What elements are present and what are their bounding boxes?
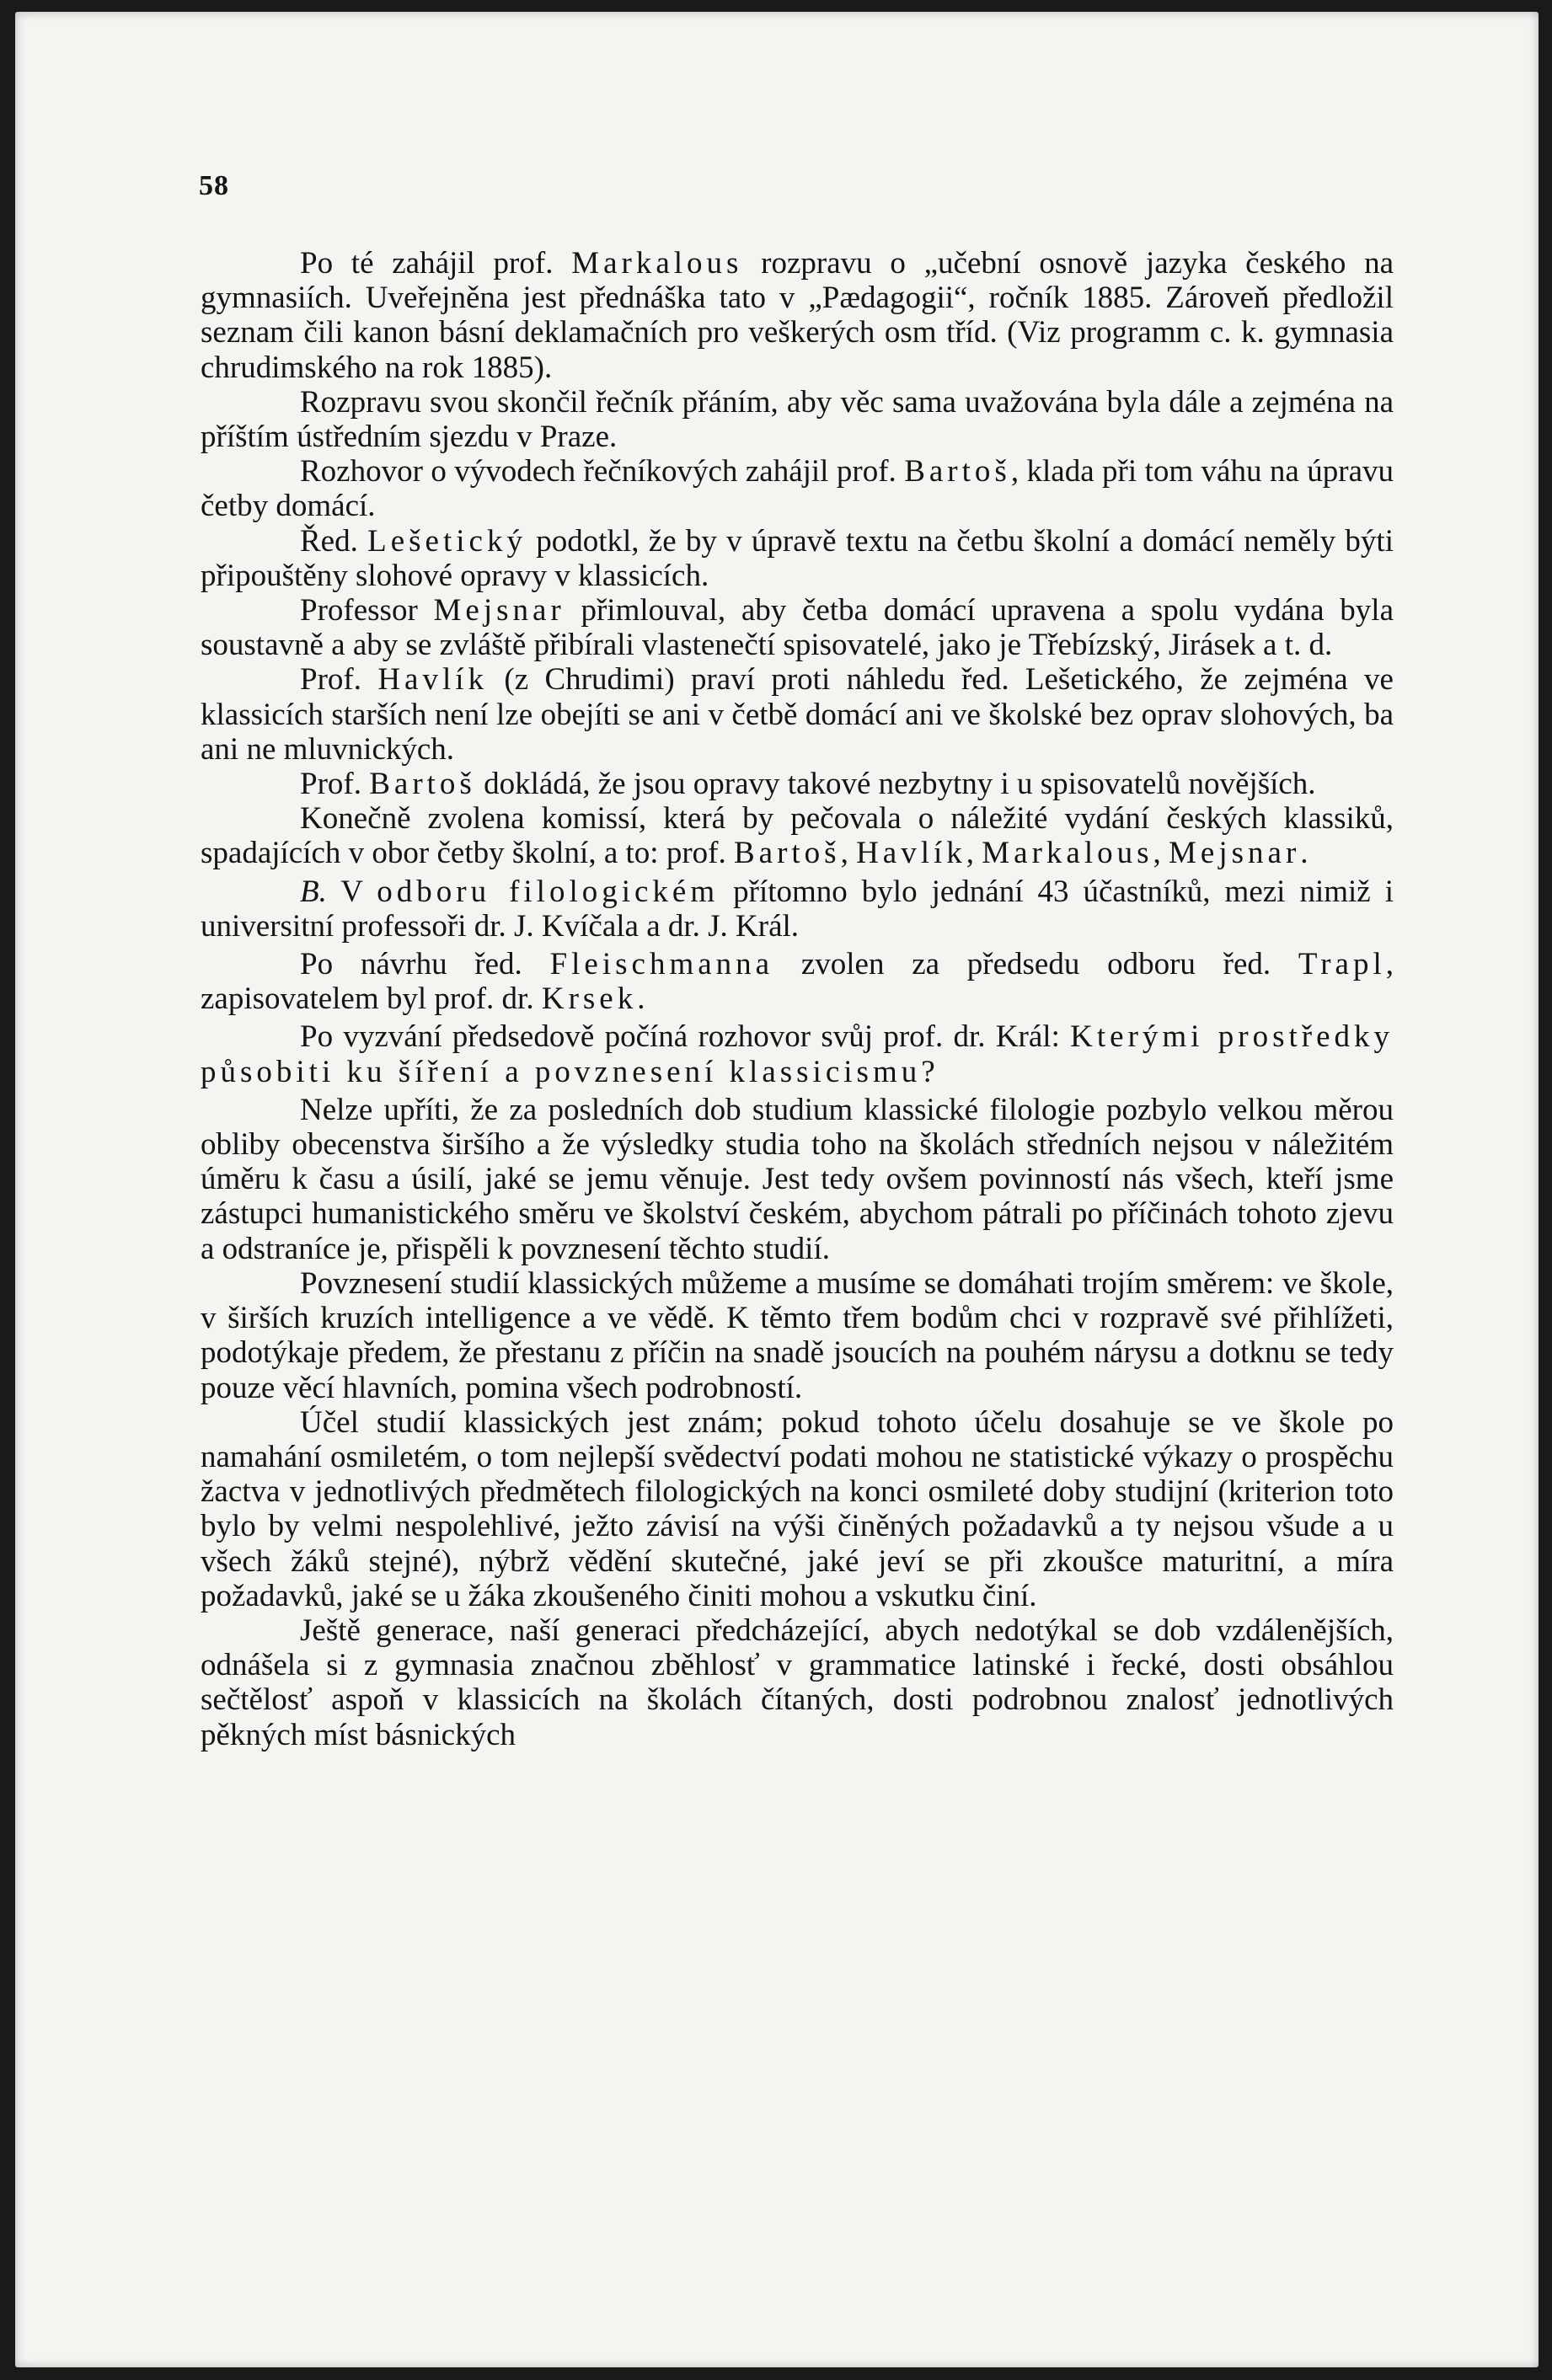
paragraph: [201, 801, 1394, 870]
spaced-name: Markalous: [571, 246, 743, 281]
spaced-name: odboru filologickém: [377, 874, 720, 909]
text-run: zvolen za předsedu odboru řed.: [773, 947, 1298, 982]
text-run: V: [326, 874, 377, 909]
text-run: podotkl, že by v úpravě textu na četbu školní a domácí neměly býti připouštěny slohové opravy v klassicích.: [201, 523, 1394, 593]
text-run: ,: [1153, 836, 1169, 871]
spaced-name: Markalous: [982, 836, 1153, 871]
paragraph: [201, 1405, 1394, 1613]
text-run: Konečně zvolena komissí, která by pečovala o náležité vydání českých klassiků, spadajících v obor četby školní, a to: prof.: [201, 801, 1394, 871]
text-run: Rozhovor o vývodech řečníkových zahájil prof.: [300, 454, 905, 489]
text-run: Po vyzvání předsedově počíná rozhovor svůj prof. dr. Král:: [300, 1019, 1071, 1055]
text-run: .: [1300, 836, 1308, 871]
paragraph: [201, 593, 1394, 662]
text-run: dokládá, že jsou opravy takové nezbytny i u spisovatelů novějších.: [475, 767, 1316, 802]
paragraph: [201, 874, 1394, 944]
text-run: rozpravu o „učební osnově jazyka českého na gymnasiích. Uveřejněna jest přednáška tato v „Pædagogii“, ročník 1885. Zároveň předložil seznam čili kanon básní deklamačních pro veškerých osm tříd. (Viz programm c. k. gymnasia chrudimského na rok 1885).: [201, 246, 1394, 385]
text-run: přítomno bylo jednání 43 účastníků, mezi nimiž i universitní professoři dr. J. Kvíčala a dr. J. Král.: [201, 874, 1394, 944]
text-run: , klada při tom váhu na úpravu četby domácí.: [201, 454, 1394, 524]
spaced-name: Bartoš: [369, 767, 476, 802]
paragraph: [201, 767, 1394, 801]
text-run: ,: [966, 836, 982, 871]
spaced-name: Havlík: [377, 662, 489, 698]
text-run: , zapisovatelem byl prof. dr.: [201, 947, 1394, 1017]
paragraph: [201, 662, 1394, 767]
paragraph: [201, 1019, 1394, 1088]
paragraph: [201, 454, 1394, 523]
text-run: Povznesení studií klassických můžeme a musíme se domáhati trojím směrem: ve škole, v širších kruzích intelligence a ve vědě. K těmto třem bodům chci v rozpravě své přihlížeti, podotýkaje předem, že přestanu z příčin na snadě jsoucích na pouhém nárysu a dotknu se tedy pouze věcí hlavních, pomina všech podrobností.: [201, 1265, 1394, 1405]
spaced-name: Kterými prostředky působiti ku šíření a povznesení klassicismu?: [201, 1019, 1394, 1089]
spaced-name: Bartoš: [733, 836, 841, 871]
text-run: Po návrhu řed.: [300, 947, 550, 982]
text-run: Nelze upříti, že za posledních dob studium klassické filologie pozbylo velkou měrou obliby obecenstva širšího a že výsledky studia toho na školách středních nejsou v náležitém úměru k času a úsilí, jaké se jemu věnuje. Jest tedy ovšem povinností nás všech, kteří jsme zástupci humanistického směru ve školství českém, abychom pátrali po příčinách tohoto zjevu a odstraníce je, přispěli k povznesení těchto studií.: [201, 1092, 1394, 1266]
spaced-name: Mejsnar: [433, 593, 565, 628]
text-run: ,: [840, 836, 857, 871]
text-run: Po té zahájil prof.: [300, 246, 572, 281]
body-text: [201, 246, 1394, 1752]
text-run: Rozpravu svou skončil řečník přáním, aby věc sama uvažována byla dále a zejména na příštím ústředním sjezdu v Praze.: [201, 384, 1394, 455]
page-number: 58: [199, 170, 229, 201]
text-run: Účel studií klassických jest znám; pokud tohoto účelu dosahuje se ve škole po namahání osmiletém, o tom nejlepší svědectví podati mohou ne statistické výkazy o prospěchu žactva v jednotlivých předmětech filologických na konci osmileté doby studijní (kriterion toto bylo by velmi nespolehlivé, ježto závisí na výši činěných požadavků a ty nejsou všude a u všech žáků stejné), nýbrž vědění skutečné, jaké jeví se při zkoušce maturitní, a míra požadavků, jaké se u žáka zkoušeného činiti mohou a vskutku činí.: [201, 1404, 1394, 1613]
text-run: (z Chrudimi) praví proti náhledu řed. Lešetického, že zejména ve klassicích starších není lze obejíti se ani v četbě domácí ani ve školské bez oprav slohových, ba ani ne mluvnických.: [201, 662, 1394, 767]
book-page: [15, 12, 1539, 2367]
text-run: Ještě generace, naší generaci předcházející, abych nedotýkal se dob vzdálenějších, odnášela si z gymnasia značnou zběhlosť v grammatice latinské i řecké, dosti obsáhlou sečtělosť aspoň v klassicích na školách čítaných, dosti podrobnou znalosť jednotlivých pěkných míst básnických: [201, 1613, 1394, 1752]
text-run: Prof.: [300, 662, 378, 698]
text-run: Prof.: [300, 767, 370, 802]
text-run: přimlouval, aby četba domácí upravena a spolu vydána byla soustavně a aby se zvláště přibírali vlastenečtí spisovatelé, jako je Třebízský, Jirásek a t. d.: [201, 593, 1394, 663]
paragraph: [201, 1093, 1394, 1266]
paragraph: [201, 524, 1394, 593]
spaced-name: Lešetický: [367, 523, 527, 559]
text-run: .: [637, 981, 645, 1017]
spaced-name: Fleischmanna: [549, 947, 774, 982]
spaced-name: Havlík: [856, 836, 966, 871]
spaced-name: Bartoš: [904, 454, 1011, 489]
text-run: Professor: [300, 593, 434, 628]
text-run: Řed.: [300, 523, 368, 559]
paragraph: [201, 385, 1394, 454]
paragraph: [201, 1266, 1394, 1405]
paragraph: [201, 947, 1394, 1016]
spaced-name: Mejsnar: [1169, 836, 1301, 871]
spaced-name: Trapl: [1298, 947, 1386, 982]
section-letter: B.: [300, 874, 327, 909]
paragraph: [201, 1613, 1394, 1752]
paragraph: [201, 246, 1394, 385]
spaced-name: Krsek: [541, 981, 638, 1017]
